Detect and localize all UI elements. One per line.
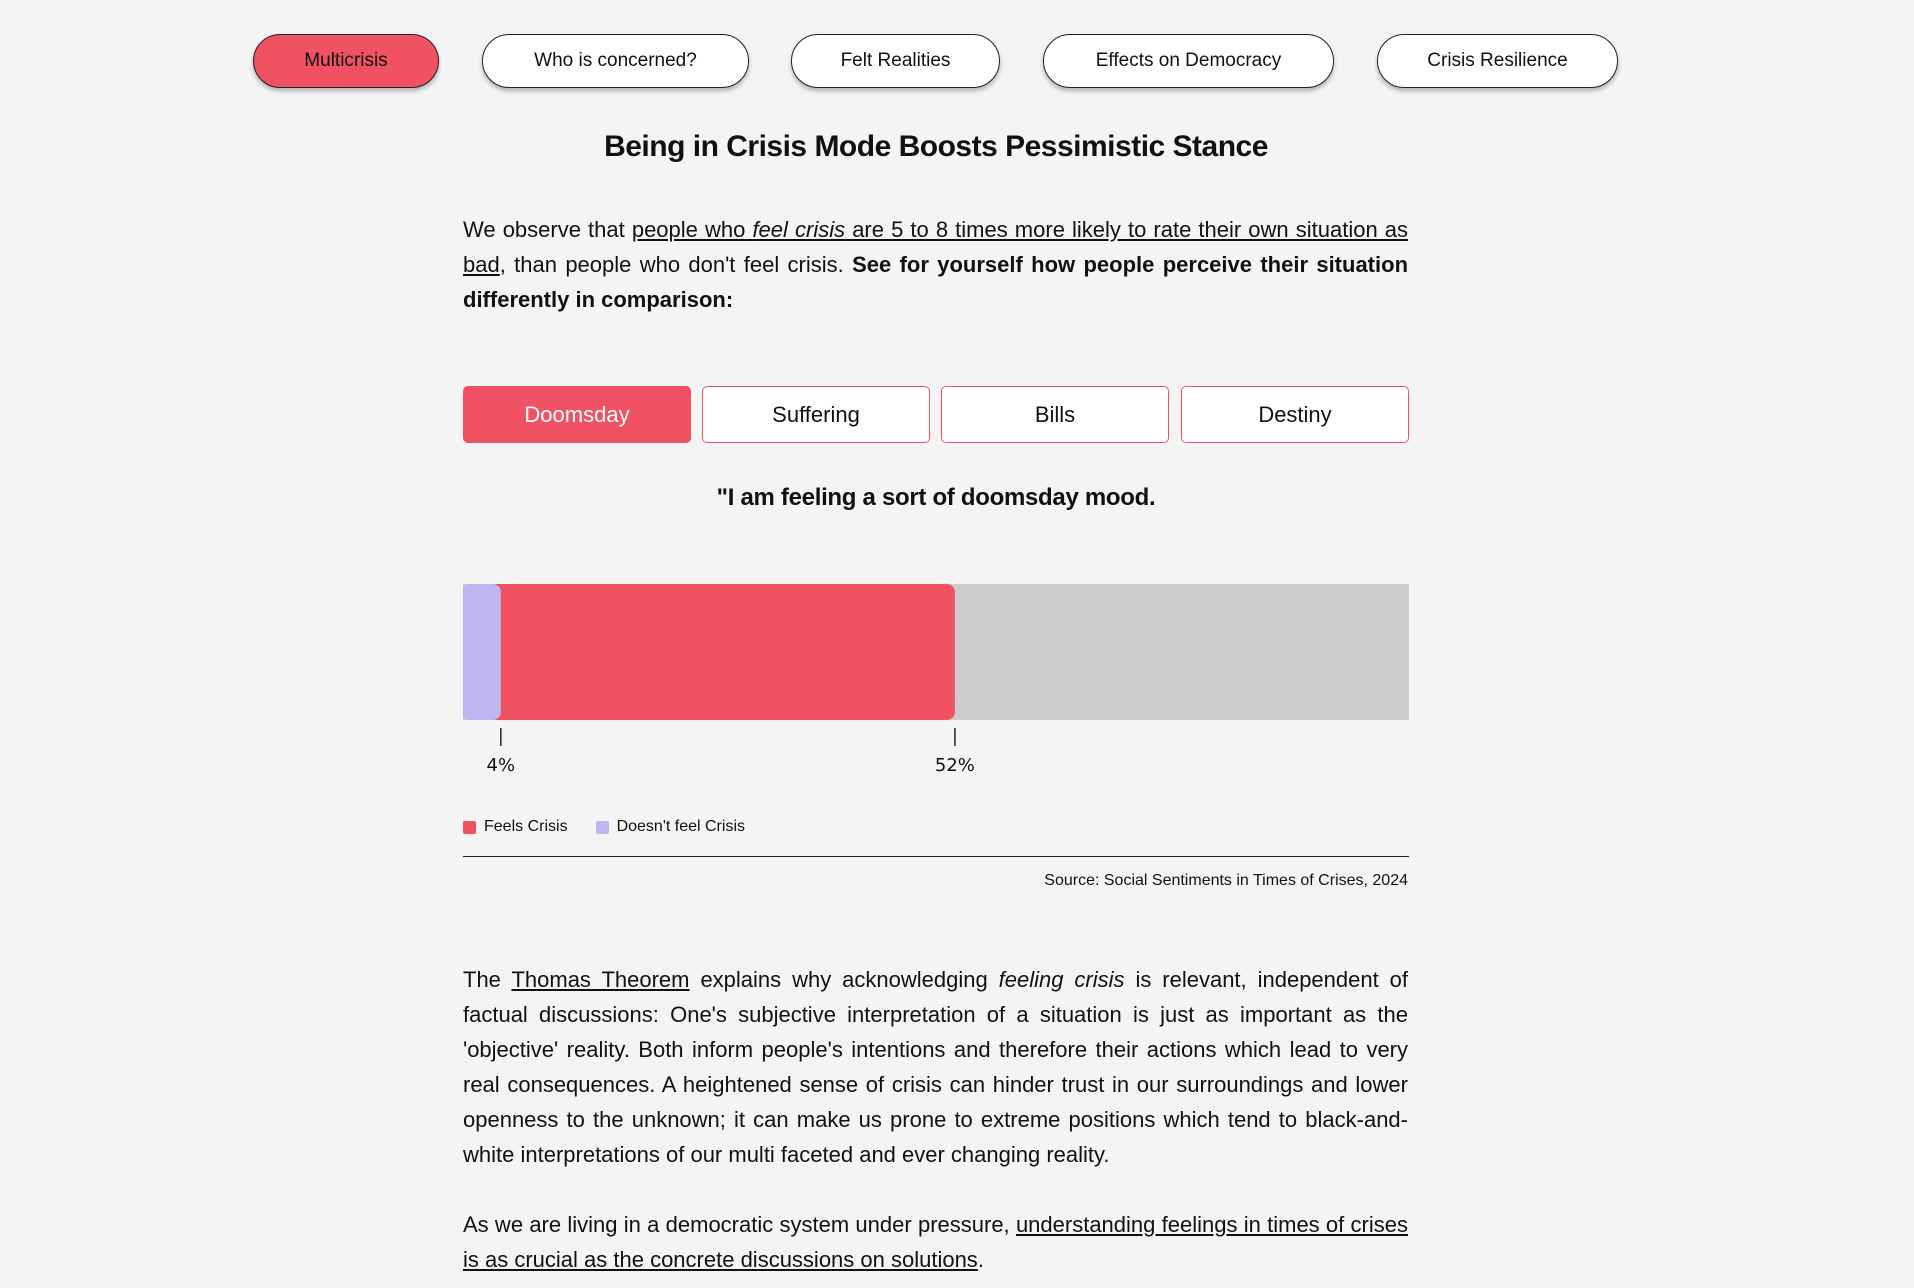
body-section	[463, 962, 1408, 1277]
question-tabs	[463, 386, 1409, 443]
nav-effects-on-democracy[interactable]: Effects on Democracy	[1043, 34, 1334, 88]
intro-paragraph	[463, 212, 1408, 317]
nav-multicrisis[interactable]: Multicrisis	[253, 34, 439, 88]
body-paragraph-1: The Thomas Theorem explains why acknowledging feeling crisis is relevant, independent of factual discussions: One's subjective interpretation of a situation is just as important as the 'objective' reality. Both inform people's intentions and therefore their actions which lead to very real consequences. A heightened sense of crisis can hinder trust in our surroundings and lower openness to the unknown; it can make us prone to extreme positions which tend to black-and-white interpretations of our multi faceted and ever changing reality.	[463, 967, 1408, 1167]
comparison-bar-chart	[463, 580, 1409, 780]
bar-doesnt-feel-crisis	[463, 584, 501, 720]
bar-feels-crisis	[463, 584, 955, 720]
legend-item-feels	[463, 818, 568, 836]
nav-who-is-concerned[interactable]: Who is concerned?	[482, 34, 749, 88]
top-nav	[0, 34, 1914, 92]
body-paragraph-2: As we are living in a democratic system under pressure, understanding feelings in times of crises is as crucial as the concrete discussions on solutions.	[463, 1212, 1408, 1272]
legend-swatch-not	[596, 821, 609, 834]
chart-question: "I am feeling a sort of doomsday mood.	[716, 484, 1156, 511]
intro-link[interactable]: people who feel crisis are 5 to 8 times more likely to rate their own situation as bad	[463, 217, 1409, 277]
value-label-not: 4%	[486, 755, 516, 776]
tab-bills[interactable]: Bills	[941, 386, 1169, 443]
divider	[463, 856, 1409, 857]
legend-label-not: Doesn't feel Crisis	[616, 818, 745, 835]
legend-item-not	[596, 818, 745, 836]
intro-section	[463, 212, 1408, 317]
tab-doomsday[interactable]: Doomsday	[463, 386, 691, 443]
page-title: Being in Crisis Mode Boosts Pessimistic Stance	[604, 130, 1268, 163]
thomas-theorem-link[interactable]: Thomas Theorem	[511, 967, 690, 992]
legend-label-feels: Feels Crisis	[484, 818, 568, 835]
tab-destiny[interactable]: Destiny	[1181, 386, 1409, 443]
nav-felt-realities[interactable]: Felt Realities	[791, 34, 1000, 88]
understanding-feelings-link[interactable]: understanding feelings in times of crises is as crucial as the concrete discussions on solutions	[463, 1212, 1408, 1272]
tab-suffering[interactable]: Suffering	[702, 386, 930, 443]
source-note: Source: Social Sentiments in Times of Crises, 2024	[1044, 872, 1408, 889]
intro-text: We observe that	[463, 217, 632, 242]
legend-swatch-feels	[463, 821, 476, 834]
chart-legend	[463, 818, 773, 836]
nav-crisis-resilience[interactable]: Crisis Resilience	[1377, 34, 1618, 88]
intro-bold-text: See for yourself how people perceive their situation differently in comparison:	[463, 252, 1409, 312]
value-label-feels: 52%	[934, 755, 975, 776]
intro-text-2: , than people who don't feel crisis.	[499, 252, 853, 277]
